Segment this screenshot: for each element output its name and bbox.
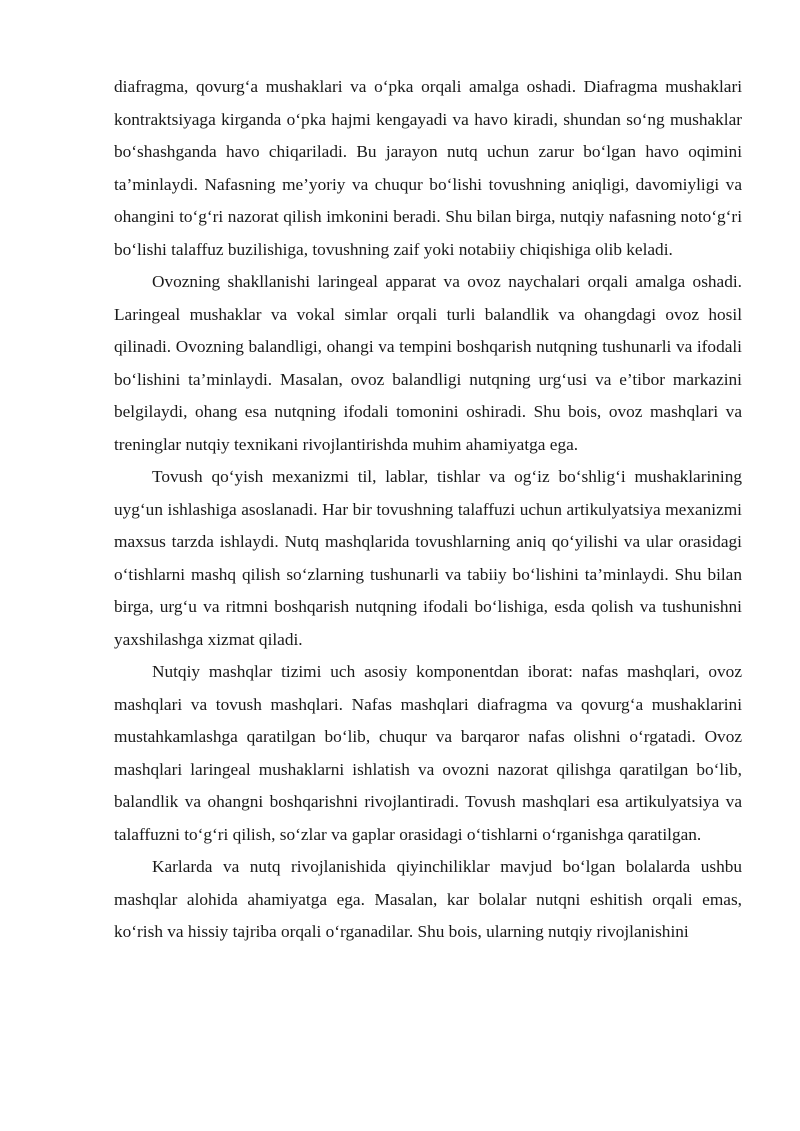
paragraph-exercise-system: Nutqiy mashqlar tizimi uch asosiy komponentdan iborat: nafas mashqlari, ovoz mashqlari va tovush mashqlari. Nafas mashqlari diafragma va qovurg‘a mushaklarini mustahkamlashga qaratilgan bo‘lib, chuqur va barqaror nafas olishni o‘rgatadi. Ovoz mashqlari laringeal mushaklarni ishlatish va ovozni nazorat qilishga qaratilgan bo‘lib, balandlik va ohangni boshqarishni rivojlantiradi. Tovush mashqlari esa artikulyatsiya va talaffuzni to‘g‘ri qilish, so‘zlar va gaplar orasidagi o‘tishlarni o‘rganishga qaratilgan. xyxy=(114,662,742,844)
paragraph-deaf-children: Karlarda va nutq rivojlanishida qiyinchiliklar mavjud bo‘lgan bolalarda ushbu mashqlar alohida ahamiyatga ega. Masalan, kar bolalar nutqni eshitish orqali emas, ko‘rish va hissiy tajriba orqali o‘rganadilar. Shu bois, ularning nutqiy rivojlanishini xyxy=(114,857,742,941)
document-page xyxy=(114,71,742,949)
paragraph-sound-production: Tovush qo‘yish mexanizmi til, lablar, tishlar va og‘iz bo‘shlig‘i mushaklarining uyg‘un ishlashiga asoslanadi. Har bir tovushning talaffuzi uchun artikulyatsiya mexanizmi maxsus tarzda ishlaydi. Nutq mashqlarida tovushlarning aniq qo‘yilishi va ular orasidagi o‘tishlarni mashq qilish so‘zlarning tushunarli va tabiiy bo‘lishini ta’minlaydi. Shu bilan birga, urg‘u va ritmni boshqarish nutqning ifodali bo‘lishiga, esda qolish va tushunishni yaxshilashga xizmat qiladi. xyxy=(114,467,742,649)
paragraph-breathing: diafragma, qovurg‘a mushaklari va o‘pka orqali amalga oshadi. Diafragma mushaklari kontraktsiyaga kirganda o‘pka hajmi kengayadi va havo kiradi, shundan so‘ng mushaklar bo‘shashganda havo chiqariladi. Bu jarayon nutq uchun zarur bo‘lgan havo oqimini ta’minlaydi. Nafasning me’yoriy va chuqur bo‘lishi tovushning aniqligi, davomiyligi va ohangini to‘g‘ri nazorat qilish imkonini beradi. Shu bilan birga, nutqiy nafasning noto‘g‘ri bo‘lishi talaffuz buzilishiga, tovushning zaif yoki notabiiy chiqishiga olib keladi. xyxy=(114,77,742,259)
paragraph-voice-formation: Ovozning shakllanishi laringeal apparat va ovoz naychalari orqali amalga oshadi. Laringeal mushaklar va vokal simlar orqali turli balandlik va ohangdagi ovoz hosil qilinadi. Ovozning balandligi, ohangi va tempini boshqarish nutqning tushunarli va ifodali bo‘lishini ta’minlaydi. Masalan, ovoz balandligi nutqning urg‘usi va e’tibor markazini belgilaydi, ohang esa nutqning ifodali tomonini oshiradi. Shu bois, ovoz mashqlari va treninglar nutqiy texnikani rivojlantirishda muhim ahamiyatga ega. xyxy=(114,272,742,454)
